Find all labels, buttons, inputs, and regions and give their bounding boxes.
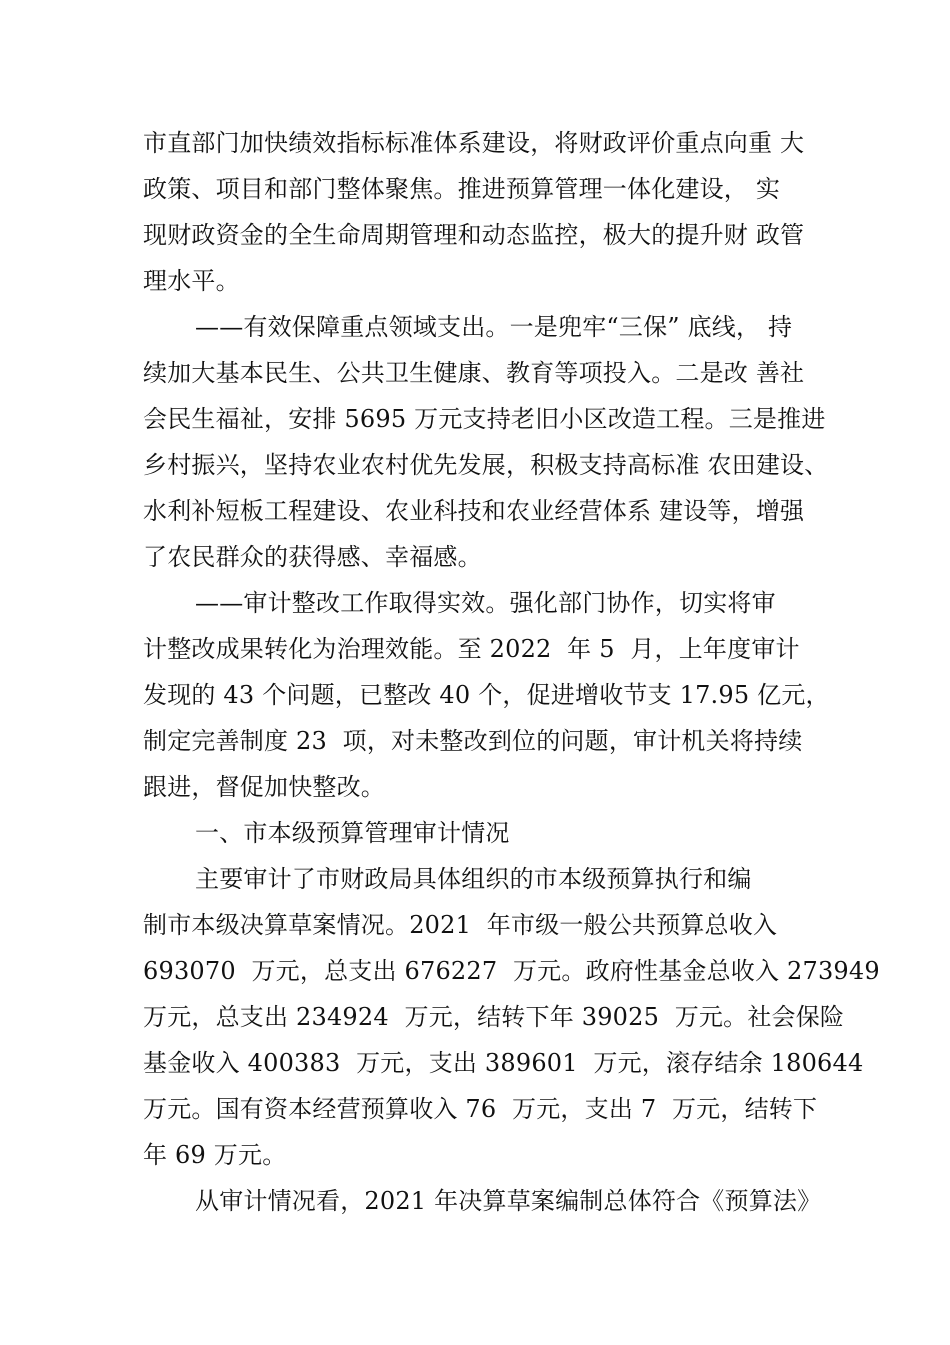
paragraph-first-line: 主要审计了市财政局具体组织的市本级预算执行和编 (195, 865, 752, 893)
text-line: 乡村振兴，坚持农业农村优先发展，积极支持高标准 农田建设、 (143, 451, 829, 479)
text-line: 会民生福祉，安排 5695 万元支持老旧小区改造工程。三是推进 (143, 405, 826, 433)
paragraph-first-line: 从审计情况看，2021 年决算草案编制总体符合《预算法》 (195, 1187, 822, 1215)
text-line: 万元，总支出 234924 万元，结转下年 39025 万元。社会保险 (143, 1003, 845, 1031)
text-line: 年 69 万元。 (143, 1141, 287, 1169)
text-line: 续加大基本民生、公共卫生健康、教育等项投入。二是改 善社 (143, 359, 805, 387)
text-line: 万元。国有资本经营预算收入 76 万元，支出 7 万元，结转下 (143, 1095, 818, 1123)
section-heading: 一、市本级预算管理审计情况 (195, 819, 510, 847)
text-line: 计整改成果转化为治理效能。至 2022 年 5 月，上年度审计 (143, 635, 800, 663)
paragraph-first-line: ——审计整改工作取得实效。强化部门协作，切实将审 (195, 589, 776, 617)
text-line: 水利补短板工程建设、农业科技和农业经营体系 建设等，增强 (143, 497, 805, 525)
text-line: 制市本级决算草案情况。2021 年市级一般公共预算总收入 (143, 911, 778, 939)
text-line: 理水平。 (143, 267, 240, 295)
paragraph-first-line: ——有效保障重点领域支出。一是兜牢“三保” 底线， 持 (195, 313, 793, 341)
text-line: 基金收入 400383 万元，支出 389601 万元，滚存结余 180644 (143, 1049, 864, 1077)
text-line: 了农民群众的获得感、幸福感。 (143, 543, 482, 571)
text-line: 发现的 43 个问题，已整改 40 个，促进增收节支 17.95 亿元， (143, 681, 830, 709)
text-line: 市直部门加快绩效指标标准体系建设，将财政评价重点向重 大 (143, 129, 805, 157)
text-line: 政策、项目和部门整体聚焦。推进预算管理一体化建设， 实 (143, 175, 781, 203)
text-line: 跟进，督促加快整改。 (143, 773, 385, 801)
text-line: 制定完善制度 23 项，对未整改到位的问题，审计机关将持续 (143, 727, 803, 755)
text-line: 693070 万元，总支出 676227 万元。政府性基金总收入 273949 (143, 957, 880, 985)
text-line: 现财政资金的全生命周期管理和动态监控，极大的提升财 政管 (143, 221, 805, 249)
